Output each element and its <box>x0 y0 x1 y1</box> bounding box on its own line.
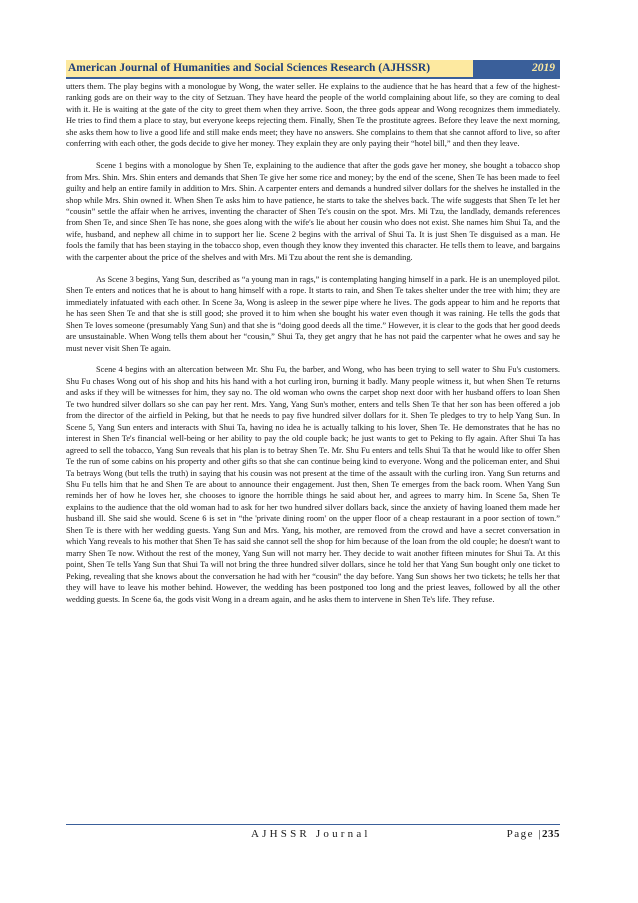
footer-page-label <box>507 826 560 842</box>
journal-header <box>66 60 560 79</box>
article-body <box>66 81 560 615</box>
page-number: 235 <box>542 828 560 840</box>
paragraph-scene-1: Scene 1 begins with a monologue by Shen Te, explaining to the audience that after the gods gave her money, she bought a tobacco shop from Mrs. Shin. Mrs. Shin enters and demands that Shen Te give her some rice and money; by the end of the scene, Shen Te has been made to feel guilty and help an entire family in addition to Mrs. Shin. A carpenter enters and demands a hundred silver dollars for the shelves he installed in the shop while Mrs. Shin owned it. When Shen Te asks him to have patience, he starts to take the shelves back. The wife suggests that Shen Te let her “cousin” settle the affair when he arrives, inventing the character of Shen Te's cousin on the spot. Mrs. Mi Tzu, the landlady, demands references from Shen Te, and since Shen Te has none, she goes along with the wife's lie about her cousin who does not exist. She names him Shui Ta, and the wife, husband, and nephew all chime in to support her lie. Scene 2 begins with the arrival of Shui Ta. It is just Shen Te disguised as a man. He fools the family that has been staying in the tobacco shop, even though they know they invented this character. He tells them to leave, and bargains with the carpenter about the price of the shelves and with Mrs. Mi Tzu about the rent she is demanding. <box>66 161 560 262</box>
journal-title: American Journal of Humanities and Social Sciences Research (AJHSSR) <box>66 60 473 77</box>
paragraph-scene-3: As Scene 3 begins, Yang Sun, described as “a young man in rags,” is contemplating hanging himself in a park. He is an unemployed pilot. Shen Te enters and notices that he is about to hang himself with a rope. It starts to rain, and Shen Te takes shelter under the tree with him; they are immediately infatuated with each other. In Scene 3a, Wong is asleep in the sewer pipe where he lives. The gods appear to him and he reports that he has seen Shen Te and that she is still good; she proved it to him when she bought his water even though it was raining. He tells the gods that Shen Te loves someone (presumably Yang Sun) and that she is “doing good deeds all the time.” However, it is clear to the gods that her good deeds are unsustainable. When Wong tells them about her “cousin,” Shui Ta, they get angry that he has not paid the carpenter what he owes and say he must never visit Shen Te again. <box>66 274 560 353</box>
paragraph-scene-4: Scene 4 begins with an altercation between Mr. Shu Fu, the barber, and Wong, who has been trying to sell water to Shu Fu's customers. Shu Fu chases Wong out of his shop and hits his hand with a hot curling iron, burning it badly. Many people witness it, but when Shen Te returns and asks if they will be witnesses for him, they say no. The old woman who owns the carpet shop next door with her husband offers to loan Shen Te two hundred silver dollars so she can pay her rent. Mrs. Yang, Yang Sun's mother, enters and tells Shen Te that her son has been offered a job from the director of the airfield in Peking, but that he needs to pay five hundred silver dollars for it. Shen Te pledges to try to help Yang Sun. In Scene 5, Yang Sun enters and interacts with Shui Ta, having no idea he is actually talking to his lover, Shen Te. He demonstrates that he has no interest in Shen Te's financial well-being or her ability to pay the old couple back; he just wants to get to Peking to fly again. After Shui Ta has agreed to sell the tobacco, Yang Sun reveals that his plan is to betray Shen Te. Mr. Shu Fu enters and tells Shui Ta that he would like to offer Shen Te the run of some cabins on his property and other gifts so that she can continue being kind to everyone. Wong and the policeman enter, and Shui Ta betrays Wong (but tells the truth) in saying that his cousin was not present at the time of the assault with the curling iron. Yang Sun returns and Shu Fu tells him that he and Shen Te are about to announce their engagement. Just then, Shen Te emerges from the back room. When Yang Sun reminds her of how he loves her, she chooses to ignore the horrible things he said about her, and agrees to marry him. In Scene 5a, Shen Te explains to the audience that the old woman had to ask for her two hundred silver dollars back, since the anxiety of having loaned them made her husband ill. She said she would. Scene 6 is set in “the 'private dining room' on the upper floor of a cheap restaurant in a poor section of town.” Shen Te is there with her wedding guests. Yang Sun and Mrs. Yang, his mother, are removed from the crowd and have a secret conversation in which Yang reveals to his mother that Shen Te has said she cannot sell the shop for him because of the loan from the old couple; he doesn't want to marry Shen Te now. Without the rest of the money, Yang Sun will not marry her. They decide to wait another fifteen minutes for Shui Ta. At this point, Shen Te tells Yang Sun that Shui Ta will not bring the three hundred silver dollars, since he told her that Yang Sun bought only one ticket to Peking, revealing that she knows about the conversation he had with her “cousin” the day before. Yang Sun shows her two tickets; he tells her that they will have to leave his mother behind. However, the wedding has been postponed too long and the priest leaves, followed by all the other wedding guests. In Scene 6a, the gods visit Wong in a dream again, and he asks them to intervene in Shen Te's life. They refuse. <box>66 365 560 604</box>
footer-journal-name: AJHSSR Journal <box>251 828 371 840</box>
publication-year: 2019 <box>473 60 560 77</box>
paragraph-continuation: utters them. The play begins with a monologue by Wong, the water seller. He explains to the audience that he has heard that a few of the highest-ranking gods are on their way to the city of Setzuan. They have heard the people of the world complaining about life, so they are coming to deal with it. He is waiting at the gate of the city to greet them when they arrive. Soon, the three gods appear and Wong recognizes them immediately. He tries to find them a place to stay, but everyone keeps rejecting them. Finally, Shen Te the prostitute agrees. Before they leave the next morning, she asks them how to live a good life and still make ends meet; they have no answers. She complains to them that she cannot afford to live, so after conferring with each other, the gods decide to give her money. They explain they are only paying their “hotel bill,” and then they leave. <box>66 82 560 149</box>
page-prefix: Page | <box>506 828 542 840</box>
page-footer <box>66 824 560 841</box>
